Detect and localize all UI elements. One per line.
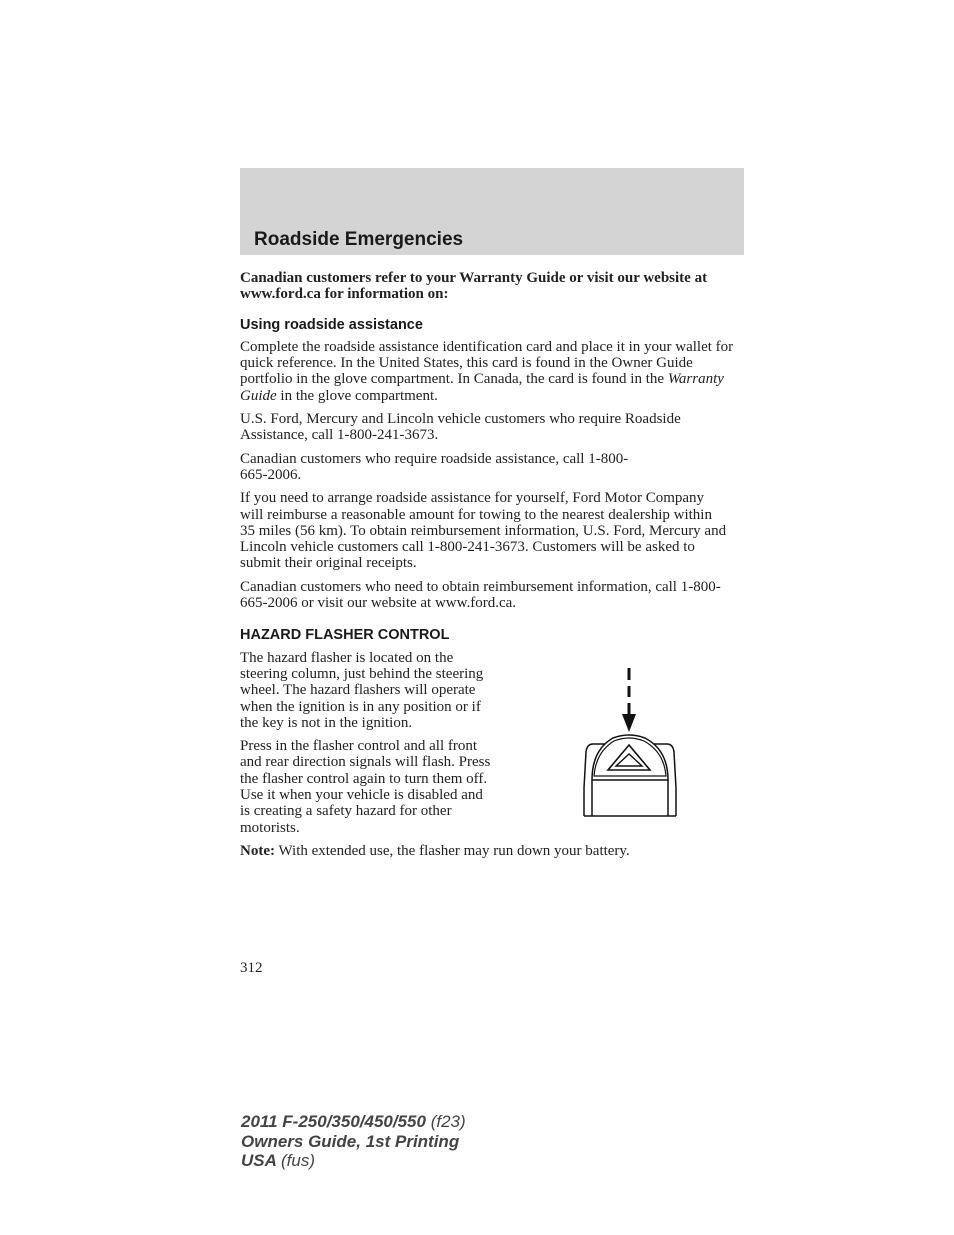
section-title: Roadside Emergencies: [254, 229, 464, 250]
hazard-note: [240, 843, 740, 859]
note-text: With extended use, the flasher may run down your battery.: [278, 842, 630, 859]
roadside-paragraph-5: Canadian customers who need to obtain reimbursement information, call 1-800-665-2006 or visit our website at www.ford.ca.: [240, 578, 721, 612]
hazard-paragraph-1: The hazard flasher is located on the steering column, just behind the steering wheel. The hazard flashers will operate when the ignition is in any position or if the key is not in the ignition.: [240, 649, 484, 731]
hazard-flasher-figure: [578, 664, 682, 824]
document-footer: [241, 1112, 466, 1171]
roadside-paragraph-2: U.S. Ford, Mercury and Lincoln vehicle customers who require Roadside Assistance, call 1-800-241-3673.: [240, 411, 681, 444]
footer-line-2: Owners Guide, 1st Printing: [241, 1131, 460, 1151]
hazard-heading: HAZARD FLASHER CONTROL: [240, 627, 450, 644]
hazard-paragraph-2: Press in the flasher control and all front and rear direction signals will flash. Press the flasher control again to turn them off. Use it when your vehicle is disabled and is creating a safety hazard for other motorists.: [240, 738, 491, 836]
roadside-heading: Using roadside assistance: [240, 316, 423, 333]
intro-paragraph: Canadian customers refer to your Warranty Guide or visit our website at www.ford.ca for information on:: [240, 270, 708, 303]
hazard-flasher-button-icon: [578, 664, 682, 824]
warranty-guide-title: Warranty Guide: [240, 371, 724, 404]
footer-line-3: USA (fus): [241, 1151, 315, 1170]
roadside-paragraph-1: Complete the roadside assistance identification card and place it in your wallet for quick reference. In the United States, this card is found in the Owner Guide portfolio in the glove compartment. In Canada, the card is found in the Warranty Guide in the glove compartment.: [240, 338, 734, 404]
page-number: 312: [240, 960, 263, 976]
roadside-paragraph-4: If you need to arrange roadside assistance for yourself, Ford Motor Company will reimburse a reasonable amount for towing to the nearest dealership within 35 miles (56 km). To obtain reimbursement information, U.S. Ford, Mercury and Lincoln vehicle customers call 1-800-241-3673. Customers will be asked to submit their original receipts.: [240, 490, 727, 572]
note-label: Note:: [240, 842, 275, 859]
footer-line-1: 2011 F-250/350/450/550 (f23): [241, 1112, 466, 1131]
roadside-paragraph-3: Canadian customers who require roadside assistance, call 1-800-665-2006.: [240, 450, 629, 483]
